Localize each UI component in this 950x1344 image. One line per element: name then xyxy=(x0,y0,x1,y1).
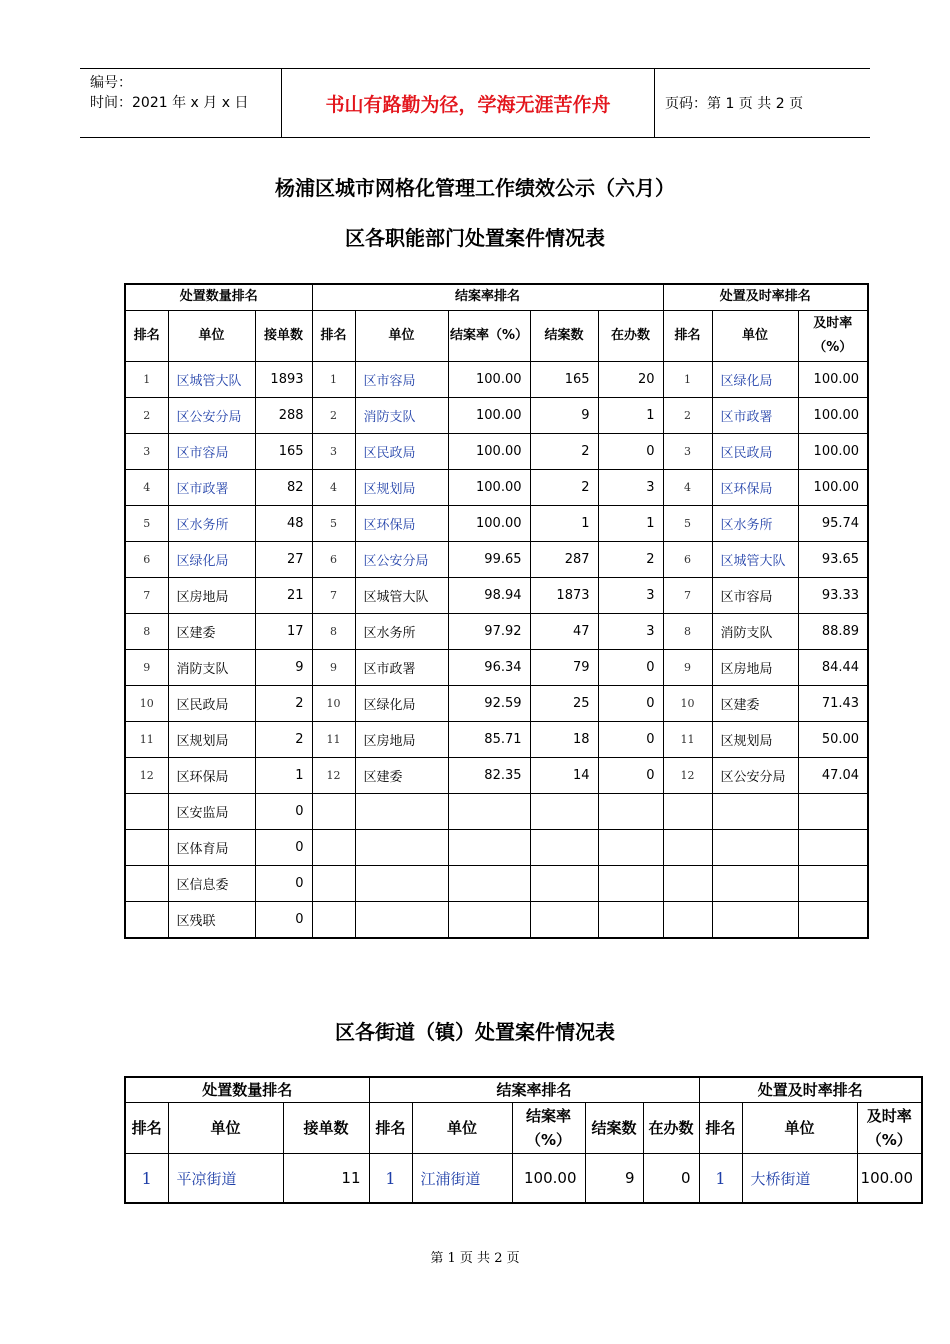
cell-n1: 1893 xyxy=(255,361,312,397)
cell-open xyxy=(598,793,663,829)
dept-table-title: 区各职能部门处置案件情况表 xyxy=(345,226,605,250)
cell-r2: 5 xyxy=(312,505,355,541)
cell-u2: 区城管大队 xyxy=(355,577,448,613)
cell-r2 xyxy=(312,865,355,901)
cell-r2: 1 xyxy=(369,1154,412,1204)
group-count-header: 处置数量排名 xyxy=(125,284,312,310)
cell-rate2: 96.34 xyxy=(448,649,530,685)
col-rank: 排名 xyxy=(312,310,355,361)
cell-u2 xyxy=(355,793,448,829)
cell-open: 0 xyxy=(598,757,663,793)
cell-r3: 9 xyxy=(663,649,712,685)
cell-rate3: 50.00 xyxy=(798,721,868,757)
table-row xyxy=(125,793,868,829)
cell-u2: 区环保局 xyxy=(355,505,448,541)
col-timely-rate: 及时率（%） xyxy=(857,1103,922,1154)
cell-u2: 区建委 xyxy=(355,757,448,793)
cell-closed: 2 xyxy=(530,433,598,469)
table-row xyxy=(125,901,868,938)
cell-r3: 6 xyxy=(663,541,712,577)
cell-r2 xyxy=(312,901,355,938)
table-row xyxy=(125,1154,922,1204)
page-info: 页码：第 1 页 共 2 页 xyxy=(665,96,804,112)
cell-rate3 xyxy=(798,901,868,938)
cell-rate3: 71.43 xyxy=(798,685,868,721)
cell-r1 xyxy=(125,865,168,901)
cell-rate3 xyxy=(798,865,868,901)
dept-table-body xyxy=(125,361,868,938)
cell-open: 20 xyxy=(598,361,663,397)
cell-r1: 3 xyxy=(125,433,168,469)
cell-rate3: 100.00 xyxy=(798,433,868,469)
cell-u2 xyxy=(355,829,448,865)
cell-closed: 287 xyxy=(530,541,598,577)
table-row xyxy=(125,685,868,721)
cell-r3: 8 xyxy=(663,613,712,649)
cell-u1: 区公安分局 xyxy=(168,397,255,433)
cell-n1: 48 xyxy=(255,505,312,541)
cell-u1: 区建委 xyxy=(168,613,255,649)
page-header xyxy=(80,68,870,138)
cell-rate2: 100.00 xyxy=(448,505,530,541)
cell-rate3: 100.00 xyxy=(857,1154,922,1204)
number-label: 编号： xyxy=(90,75,132,91)
cell-r1: 6 xyxy=(125,541,168,577)
cell-closed: 2 xyxy=(530,469,598,505)
col-rank: 排名 xyxy=(663,310,712,361)
group-timely-header: 处置及时率排名 xyxy=(663,284,868,310)
cell-u1: 区体育局 xyxy=(168,829,255,865)
cell-u2 xyxy=(355,901,448,938)
cell-r2: 11 xyxy=(312,721,355,757)
cell-rate2: 100.00 xyxy=(448,361,530,397)
table-row xyxy=(125,613,868,649)
table-row xyxy=(125,361,868,397)
table-row xyxy=(125,577,868,613)
cell-r2: 8 xyxy=(312,613,355,649)
cell-r3: 4 xyxy=(663,469,712,505)
cell-r3: 2 xyxy=(663,397,712,433)
cell-open xyxy=(598,901,663,938)
col-unit: 单位 xyxy=(168,310,255,361)
cell-u1: 区信息委 xyxy=(168,865,255,901)
cell-open: 1 xyxy=(598,505,663,541)
cell-n1: 0 xyxy=(255,793,312,829)
cell-rate2: 100.00 xyxy=(448,469,530,505)
cell-open: 0 xyxy=(598,433,663,469)
table-row xyxy=(125,829,868,865)
cell-closed: 1873 xyxy=(530,577,598,613)
cell-u1: 区水务所 xyxy=(168,505,255,541)
cell-rate2: 97.92 xyxy=(448,613,530,649)
cell-u2: 江浦街道 xyxy=(412,1154,512,1204)
table-row xyxy=(125,433,868,469)
cell-u3: 区绿化局 xyxy=(712,361,798,397)
cell-r2: 3 xyxy=(312,433,355,469)
dept-table xyxy=(124,283,869,939)
cell-u3: 区水务所 xyxy=(712,505,798,541)
cell-u3 xyxy=(712,901,798,938)
col-rank: 排名 xyxy=(369,1103,412,1154)
cell-u3 xyxy=(712,865,798,901)
cell-u2: 区市政署 xyxy=(355,649,448,685)
cell-open: 1 xyxy=(598,397,663,433)
col-rank: 排名 xyxy=(125,310,168,361)
cell-u2: 区房地局 xyxy=(355,721,448,757)
col-rank: 排名 xyxy=(125,1103,168,1154)
cell-r3 xyxy=(663,829,712,865)
group-timely-header: 处置及时率排名 xyxy=(699,1077,922,1103)
cell-r2: 12 xyxy=(312,757,355,793)
group-close-header: 结案率排名 xyxy=(312,284,663,310)
cell-open: 0 xyxy=(598,685,663,721)
cell-n1: 0 xyxy=(255,901,312,938)
cell-closed: 79 xyxy=(530,649,598,685)
cell-r2: 10 xyxy=(312,685,355,721)
col-unit: 单位 xyxy=(168,1103,283,1154)
cell-closed: 47 xyxy=(530,613,598,649)
cell-rate2 xyxy=(448,793,530,829)
cell-n1: 11 xyxy=(283,1154,369,1204)
cell-u1: 区房地局 xyxy=(168,577,255,613)
cell-r2: 1 xyxy=(312,361,355,397)
table-row xyxy=(125,469,868,505)
cell-u2 xyxy=(355,865,448,901)
cell-u1: 区绿化局 xyxy=(168,541,255,577)
cell-closed: 14 xyxy=(530,757,598,793)
cell-u1: 区残联 xyxy=(168,901,255,938)
col-rank: 排名 xyxy=(699,1103,742,1154)
cell-u3: 区市容局 xyxy=(712,577,798,613)
cell-rate3: 93.65 xyxy=(798,541,868,577)
cell-rate3 xyxy=(798,793,868,829)
cell-rate2: 98.94 xyxy=(448,577,530,613)
cell-u3: 区房地局 xyxy=(712,649,798,685)
cell-rate3: 88.89 xyxy=(798,613,868,649)
cell-closed xyxy=(530,865,598,901)
cell-u3: 区民政局 xyxy=(712,433,798,469)
col-unit: 单位 xyxy=(355,310,448,361)
cell-closed: 9 xyxy=(530,397,598,433)
cell-open: 3 xyxy=(598,577,663,613)
street-table-body xyxy=(125,1154,922,1204)
cell-u1: 区安监局 xyxy=(168,793,255,829)
cell-closed xyxy=(530,793,598,829)
cell-r1: 10 xyxy=(125,685,168,721)
cell-r3: 1 xyxy=(663,361,712,397)
cell-u2: 区市容局 xyxy=(355,361,448,397)
cell-open xyxy=(598,829,663,865)
cell-closed: 18 xyxy=(530,721,598,757)
cell-rate2 xyxy=(448,865,530,901)
cell-r2: 9 xyxy=(312,649,355,685)
cell-rate2: 100.00 xyxy=(512,1154,585,1204)
cell-rate3: 100.00 xyxy=(798,397,868,433)
cell-r3: 5 xyxy=(663,505,712,541)
cell-r1: 11 xyxy=(125,721,168,757)
cell-closed: 9 xyxy=(585,1154,643,1204)
col-closed: 结案数 xyxy=(530,310,598,361)
cell-u2: 区公安分局 xyxy=(355,541,448,577)
cell-u2: 消防支队 xyxy=(355,397,448,433)
group-close-header: 结案率排名 xyxy=(369,1077,699,1103)
cell-r3 xyxy=(663,793,712,829)
cell-r2 xyxy=(312,793,355,829)
cell-rate2: 100.00 xyxy=(448,397,530,433)
col-closed: 结案数 xyxy=(585,1103,643,1154)
table-row xyxy=(125,865,868,901)
col-received: 接单数 xyxy=(255,310,312,361)
cell-open: 3 xyxy=(598,613,663,649)
cell-r1 xyxy=(125,829,168,865)
cell-n1: 288 xyxy=(255,397,312,433)
cell-r3: 1 xyxy=(699,1154,742,1204)
cell-u1: 区民政局 xyxy=(168,685,255,721)
table-row xyxy=(125,721,868,757)
cell-u3: 区市政署 xyxy=(712,397,798,433)
group-count-header: 处置数量排名 xyxy=(125,1077,369,1103)
cell-closed: 165 xyxy=(530,361,598,397)
cell-r1 xyxy=(125,901,168,938)
cell-r2: 2 xyxy=(312,397,355,433)
cell-rate2: 100.00 xyxy=(448,433,530,469)
cell-u1: 区市容局 xyxy=(168,433,255,469)
cell-open: 0 xyxy=(598,721,663,757)
cell-u3: 区建委 xyxy=(712,685,798,721)
cell-r3: 10 xyxy=(663,685,712,721)
cell-n1: 0 xyxy=(255,829,312,865)
page-title: 杨浦区城市网格化管理工作绩效公示（六月） xyxy=(275,176,675,200)
cell-rate3: 84.44 xyxy=(798,649,868,685)
cell-r3: 7 xyxy=(663,577,712,613)
cell-open: 0 xyxy=(598,649,663,685)
cell-rate3: 100.00 xyxy=(798,469,868,505)
table-row xyxy=(125,649,868,685)
cell-u3: 区规划局 xyxy=(712,721,798,757)
cell-u1: 消防支队 xyxy=(168,649,255,685)
cell-rate3: 95.74 xyxy=(798,505,868,541)
cell-closed xyxy=(530,829,598,865)
cell-u1: 区规划局 xyxy=(168,721,255,757)
cell-r3: 11 xyxy=(663,721,712,757)
cell-u2: 区绿化局 xyxy=(355,685,448,721)
col-in-progress: 在办数 xyxy=(643,1103,699,1154)
cell-n1: 27 xyxy=(255,541,312,577)
cell-u3: 大桥街道 xyxy=(742,1154,857,1204)
cell-u1: 平凉街道 xyxy=(168,1154,283,1204)
table-row xyxy=(125,757,868,793)
table-row xyxy=(125,397,868,433)
cell-r3 xyxy=(663,901,712,938)
cell-n1: 2 xyxy=(255,685,312,721)
street-table-title: 区各街道（镇）处置案件情况表 xyxy=(335,1020,615,1044)
cell-rate2: 82.35 xyxy=(448,757,530,793)
cell-u2: 区水务所 xyxy=(355,613,448,649)
cell-n1: 0 xyxy=(255,865,312,901)
col-in-progress: 在办数 xyxy=(598,310,663,361)
cell-open: 3 xyxy=(598,469,663,505)
header-meta xyxy=(90,73,248,113)
cell-r2: 4 xyxy=(312,469,355,505)
col-unit: 单位 xyxy=(742,1103,857,1154)
cell-rate2: 99.65 xyxy=(448,541,530,577)
cell-u3: 消防支队 xyxy=(712,613,798,649)
cell-r1: 12 xyxy=(125,757,168,793)
cell-rate2: 85.71 xyxy=(448,721,530,757)
cell-n1: 17 xyxy=(255,613,312,649)
cell-r2: 7 xyxy=(312,577,355,613)
cell-r1: 9 xyxy=(125,649,168,685)
cell-r2: 6 xyxy=(312,541,355,577)
cell-rate3: 100.00 xyxy=(798,361,868,397)
col-received: 接单数 xyxy=(283,1103,369,1154)
col-unit: 单位 xyxy=(712,310,798,361)
cell-n1: 2 xyxy=(255,721,312,757)
cell-u1: 区环保局 xyxy=(168,757,255,793)
cell-r1: 1 xyxy=(125,361,168,397)
cell-u3: 区公安分局 xyxy=(712,757,798,793)
cell-closed: 25 xyxy=(530,685,598,721)
cell-rate3: 93.33 xyxy=(798,577,868,613)
col-unit: 单位 xyxy=(412,1103,512,1154)
slogan: 书山有路勤为径，学海无涯苦作舟 xyxy=(281,69,655,137)
cell-r1: 1 xyxy=(125,1154,168,1204)
cell-rate3 xyxy=(798,829,868,865)
cell-r1: 5 xyxy=(125,505,168,541)
cell-open: 2 xyxy=(598,541,663,577)
cell-u2: 区规划局 xyxy=(355,469,448,505)
cell-r2 xyxy=(312,829,355,865)
cell-n1: 165 xyxy=(255,433,312,469)
cell-rate2: 92.59 xyxy=(448,685,530,721)
col-timely-rate: 及时率（%） xyxy=(798,310,868,361)
cell-r3: 12 xyxy=(663,757,712,793)
cell-u2: 区民政局 xyxy=(355,433,448,469)
page-footer: 第 1 页 共 2 页 xyxy=(430,1251,520,1266)
cell-r3 xyxy=(663,865,712,901)
cell-rate2 xyxy=(448,901,530,938)
cell-u1: 区市政署 xyxy=(168,469,255,505)
cell-u1: 区城管大队 xyxy=(168,361,255,397)
cell-u3 xyxy=(712,793,798,829)
cell-open xyxy=(598,865,663,901)
cell-n1: 82 xyxy=(255,469,312,505)
cell-u3: 区城管大队 xyxy=(712,541,798,577)
cell-open: 0 xyxy=(643,1154,699,1204)
cell-closed xyxy=(530,901,598,938)
cell-r1: 2 xyxy=(125,397,168,433)
col-close-rate: 结案率（%） xyxy=(448,310,530,361)
time-label: 时间：2021 年 x 月 x 日 xyxy=(90,95,249,111)
cell-r1: 4 xyxy=(125,469,168,505)
cell-rate3: 47.04 xyxy=(798,757,868,793)
cell-u3 xyxy=(712,829,798,865)
cell-u3: 区环保局 xyxy=(712,469,798,505)
street-table xyxy=(124,1076,923,1204)
cell-closed: 1 xyxy=(530,505,598,541)
cell-r3: 3 xyxy=(663,433,712,469)
col-close-rate: 结案率（%） xyxy=(512,1103,585,1154)
cell-rate2 xyxy=(448,829,530,865)
table-row xyxy=(125,505,868,541)
cell-n1: 21 xyxy=(255,577,312,613)
table-row xyxy=(125,541,868,577)
cell-r1 xyxy=(125,793,168,829)
cell-n1: 9 xyxy=(255,649,312,685)
cell-r1: 7 xyxy=(125,577,168,613)
cell-r1: 8 xyxy=(125,613,168,649)
cell-n1: 1 xyxy=(255,757,312,793)
